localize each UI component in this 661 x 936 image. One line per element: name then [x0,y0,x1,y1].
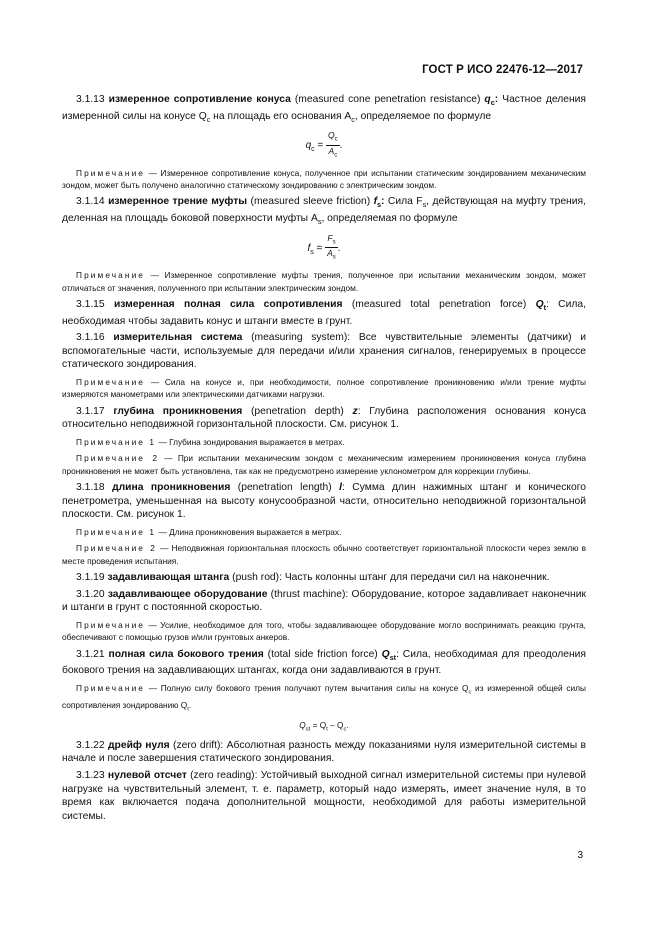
term-3-1-20: 3.1.20 задавливающее оборудование (thrust machine): Оборудование, которое задавливает наконечник и штанги в грунт с постоянной скоростью. [62,588,586,614]
note-3-1-20: Примечание — Усилие, необходимое для того, чтобы задавливающее оборудование могло воспринимать реакцию грунта, обеспечивают с помощью грузов и/или грунтовых анкеров. [62,619,586,643]
page-number: 3 [577,850,583,861]
standard-header: ГОСТ Р ИСО 22476-12—2017 [422,64,583,76]
term-3-1-23: 3.1.23 нулевой отсчет (zero reading): Устойчивый выходной сигнал измерительной системы при нулевой нагрузке на чувствительный элемент, т. е. параметр, который надо измерять, имеет значение нуля, в то время как включается подача дополнительной мощности, необходимой для работы измерительной системы. [62,769,586,822]
note-3-1-18-1: Примечание 1 — Длина проникновения выражается в метрах. [76,526,342,537]
page-content [62,93,586,826]
term-3-1-17: 3.1.17 глубина проникновения (penetration depth) z: Глубина расположения основания конуса относительно неподвижной горизонтальной плоскости. См. рисунок 1. [62,405,586,431]
formula-qst: $Q_{st} = Q_t - Q_c$. [299,720,349,733]
term-3-1-13: 3.1.13 измеренное сопротивление конуса (measured cone penetration resistance) $q_c$: Частное деления измеренной силы на конусе $Q_c$ на площадь его основания $A_c$, определяемое по формуле [62,94,586,124]
term-3-1-19: 3.1.19 задавливающая штанга (push rod): Часть колонны штанг для передачи сил на наконечник. [76,572,550,584]
term-3-1-15: 3.1.15 измеренная полная сила сопротивления (measured total penetration force) $Q_t$: Сила, необходимая чтобы задавить конус и штанги вместе в грунт. [62,298,586,327]
formula-qc: $q_c$ = $\frac{Q_c}{A_c}$ . [305,130,343,159]
note-3-1-17-2: Примечание 2 — При испытании механическим зондом с механическим измерением проникновения конуса глубина проникновения не может быть установлена, так как не предусмотрено измерение уклонометром для коррекции глубины. [62,453,586,476]
note-3-1-18-2: Примечание 2 — Неподвижная горизонтальная плоскость обычно соответствует горизонтальной плоскости через землю в месте проведения испытания. [62,543,586,566]
note-3-1-17-1: Примечание 1 — Глубина зондирования выражается в метрах. [76,436,345,447]
term-3-1-21: 3.1.21 полная сила бокового трения (total side friction force) $Q_{st}$: Сила, необходимая для преодоления бокового трения на задавливающих штангах, когда они задавливаются в грунт. [62,648,586,677]
term-3-1-14: 3.1.14 измеренное трение муфты (measured sleeve friction) $f_s$: Сила $F_s$, действующая на муфту трения, деленная на площадь боковой поверхности муфты $A_s$, определяемая по формуле [62,196,586,227]
formula-fs: $f_s$ = $\frac{F_s}{A_s}$ . [307,232,341,262]
note-3-1-21: Примечание — Полную силу бокового трения получают путем вычитания силы на конусе $Q_c$ из измеренной общей силы сопротивления зондированию $Q_t$. [62,683,586,713]
term-3-1-22: 3.1.22 дрейф нуля (zero drift): Абсолютная разность между показаниями нуля измерительной системы в начале и после завершения статического зондирования. [62,739,586,765]
term-3-1-16: 3.1.16 измерительная система (measuring system): Все чувствительные элементы (датчики) и вспомогательные части, используемые для передачи и/или хранения сигналов, генерируемых в процессе статического зондирования. [62,332,586,371]
note-3-1-16: Примечание — Сила на конусе и, при необходимости, полное сопротивление проникновению и/или трение муфты измеряются манометрами или электрическими датчиками нагрузки. [62,376,586,400]
note-3-1-13: Примечание — Измеренное сопротивление конуса, полученное при испытании статическим зондированием механическим зондом, может быть получено аналогично статическому зондированию с электрическим зондом. [62,167,586,191]
note-3-1-14: Примечание — Измеренное сопротивление муфты трения, полученное при испытании механическим зондом, может отличаться от значения, полученного при испытании электрическим зондом. [62,270,587,293]
term-3-1-18: 3.1.18 длина проникновения (penetration length) l: Сумма длин нажимных штанг и конического пенетрометра, уменьшенная на высоту конусообразной части, относительно неподвижной горизонтальной плоскости. См. рисунок 1. [62,482,586,521]
